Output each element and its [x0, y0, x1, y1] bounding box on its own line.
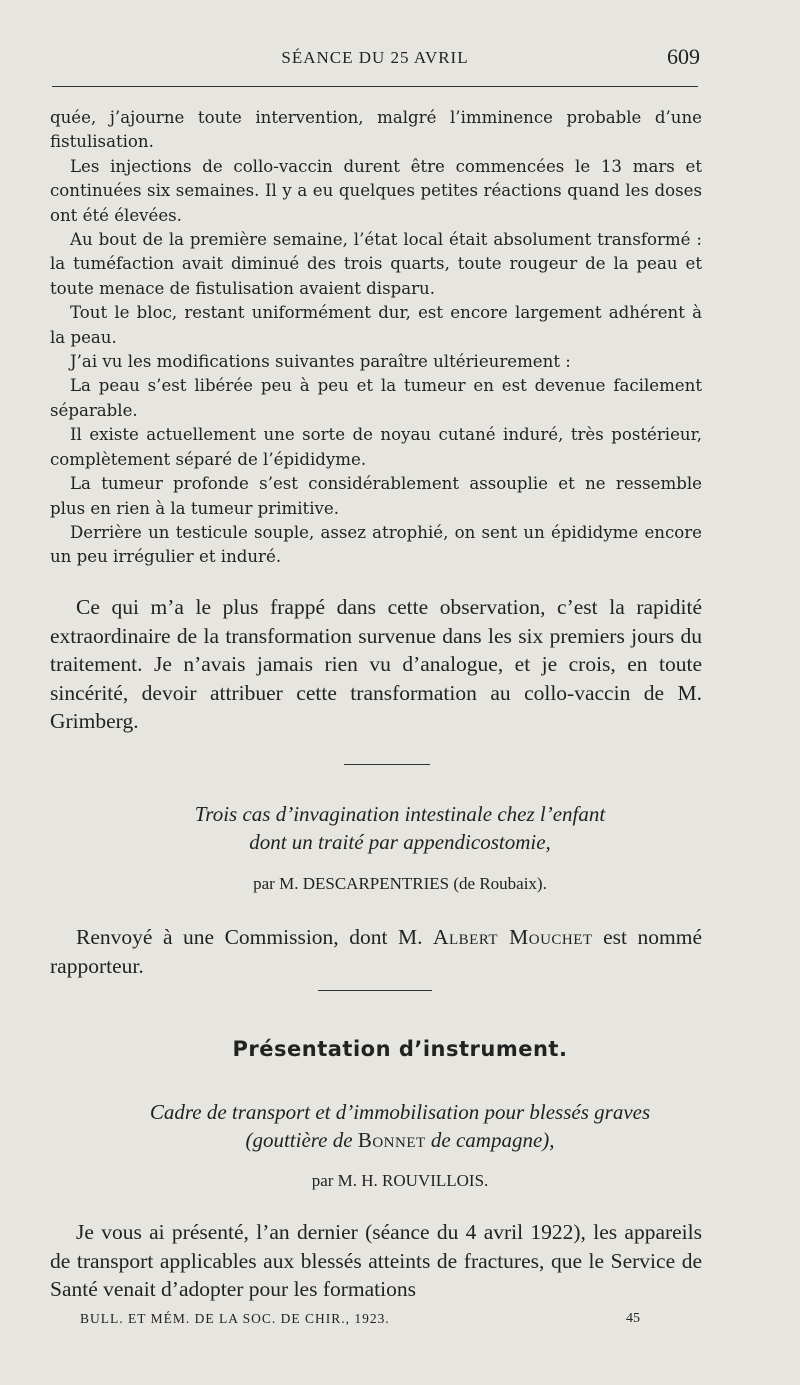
- page-footer: [80, 1311, 640, 1331]
- rapporteur-name: Albert Mouchet: [432, 925, 593, 949]
- section-heading: Présentation d’instrument.: [232, 1037, 568, 1061]
- paragraph: La peau s’est libérée peu à peu et la tumeur en est devenue facilement séparable.: [50, 376, 702, 420]
- commission-text: [50, 923, 702, 980]
- paragraph: [50, 923, 702, 980]
- paragraph: Je vous ai présenté, l’an dernier (séance du 4 avril 1922), les appareils de transport applicables aux blessés atteints de fractures, que le Service de Santé venait d’adopter pour les formations: [50, 1220, 702, 1302]
- section-divider: [344, 764, 430, 765]
- article-title-line: Trois cas d’invagination intestinale chez l’enfant: [194, 802, 606, 826]
- article-title-line: Cadre de transport et d’immobilisation pour blessés graves: [149, 1100, 651, 1124]
- article-byline: par M. DESCARPENTRIES (de Roubaix).: [253, 874, 547, 893]
- article-title: [50, 800, 750, 856]
- paragraph: Au bout de la première semaine, l’état local était absolument transformé : la tuméfaction avait diminué des trois quarts, toute rougeur de la peau et toute menace de fistulisation avaient disparu.: [50, 230, 702, 298]
- paragraph: Tout le bloc, restant uniformément dur, est encore largement adhérent à la peau.: [50, 303, 702, 347]
- paragraph: Derrière un testicule souple, assez atrophié, on sent un épididyme encore un peu irrégulier et induré.: [50, 522, 702, 567]
- conclusion-text: [50, 593, 702, 736]
- running-title: SÉANCE DU 25 AVRIL: [281, 48, 469, 67]
- inventor-name: Bonnet: [357, 1128, 426, 1152]
- commission-text-after: est nommé rapporteur.: [50, 925, 702, 978]
- signature-mark: 45: [626, 1311, 640, 1326]
- title-fragment: de campagne),: [425, 1128, 555, 1152]
- instrument-text: [50, 1218, 702, 1304]
- case-report-text: [50, 106, 702, 570]
- paragraph: quée, j’ajourne toute intervention, malgré l’imminence probable d’une fistulisation.: [50, 108, 702, 152]
- article-title: [50, 1098, 750, 1154]
- article-title-line: [50, 1126, 750, 1154]
- article-title-line: dont un traité par appendicostomie,: [249, 830, 551, 854]
- title-fragment: (gouttière de: [245, 1128, 358, 1152]
- commission-text-before: Renvoyé à une Commission, dont M.: [76, 925, 433, 949]
- paragraph: La tumeur profonde s’est considérablement assouplie et ne ressemble plus en rien à la tumeur primitive.: [50, 474, 702, 518]
- running-head: [50, 44, 700, 74]
- article-byline: par M. H. ROUVILLOIS.: [311, 1171, 489, 1190]
- section-divider: [318, 990, 432, 991]
- journal-reference: BULL. ET MÉM. DE LA SOC. DE CHIR., 1923.: [80, 1311, 390, 1326]
- paragraph: J’ai vu les modifications suivantes paraître ultérieurement :: [70, 352, 571, 372]
- paragraph: Il existe actuellement une sorte de noyau cutané induré, très postérieur, complètement séparé de l’épididyme.: [50, 425, 702, 469]
- header-rule: [52, 86, 698, 87]
- paragraph: Ce qui m’a le plus frappé dans cette observation, c’est la rapidité extraordinaire de la transformation survenue dans les six premiers jours du traitement. Je n’avais jamais rien vu d’analogue, et je crois, en toute sincérité, devoir attribuer cette transformation au collo-vaccin de M. Grimberg.: [50, 595, 702, 734]
- paragraph: Les injections de collo-vaccin durent être commencées le 13 mars et continuées six semaines. Il y a eu quelques petites réactions quand les doses ont été élevées.: [50, 156, 702, 225]
- page-number: 609: [667, 44, 700, 69]
